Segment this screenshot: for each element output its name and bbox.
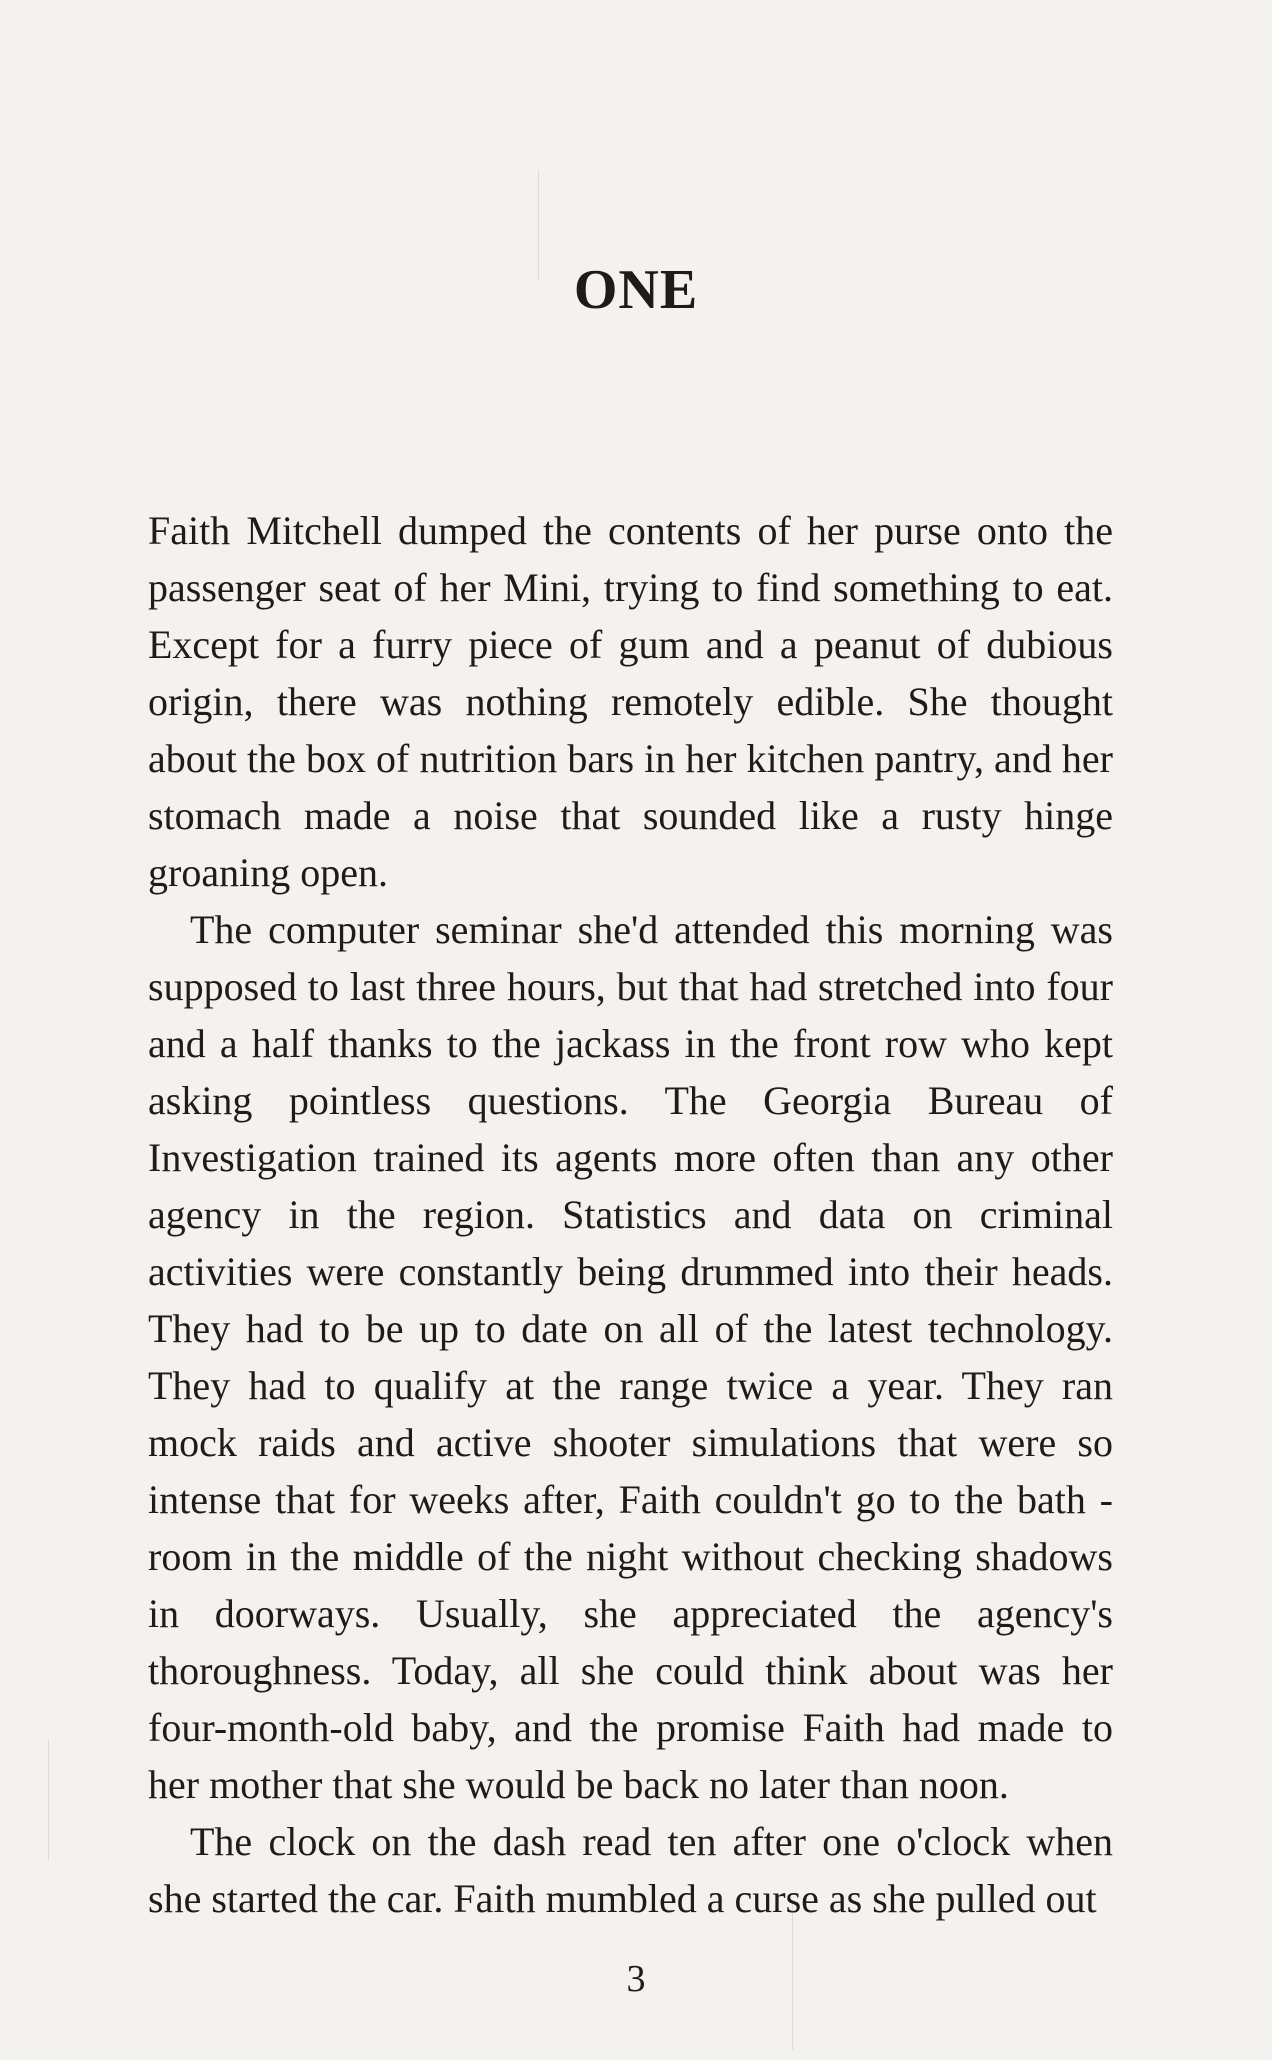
chapter-body <box>148 502 1113 1927</box>
page-number: 3 <box>626 1958 646 2000</box>
scan-artifact-line <box>48 1740 49 1860</box>
paragraph-2: The computer seminar she'd attended this morning was supposed to last three hours, but that had stretched into four and a half thanks to the jackass in the front row who kept asking pointless questions. The Georgia Bureau of Investigation trained its agents more often than any other agency in the region. Statistics and data on criminal activities were constantly being drummed into their heads. They had to be up to date on all of the latest technology. They had to qualify at the range twice a year. They ran mock raids and active shooter simulations that were so intense that for weeks after, Faith couldn't go to the bath - room in the middle of the night without checking shadows in doorways. Usually, she appreciated the agency's thoroughness. Today, all she could think about was her four-month-old baby, and the promise Faith had made to her mother that she would be back no later than noon. <box>148 907 1113 1807</box>
paragraph-3: The clock on the dash read ten after one o'clock when she started the car. Faith mumbled a curse as she pulled out <box>148 1819 1113 1921</box>
paragraph-1: Faith Mitchell dumped the contents of her purse onto the passenger seat of her Mini, trying to find something to eat. Except for a furry piece of gum and a peanut of dubious origin, there was nothing remotely edible. She thought about the box of nutrition bars in her kitchen pantry, and her stomach made a noise that sounded like a rusty hinge groaning open. <box>148 508 1113 895</box>
chapter-title: ONE <box>573 259 699 321</box>
